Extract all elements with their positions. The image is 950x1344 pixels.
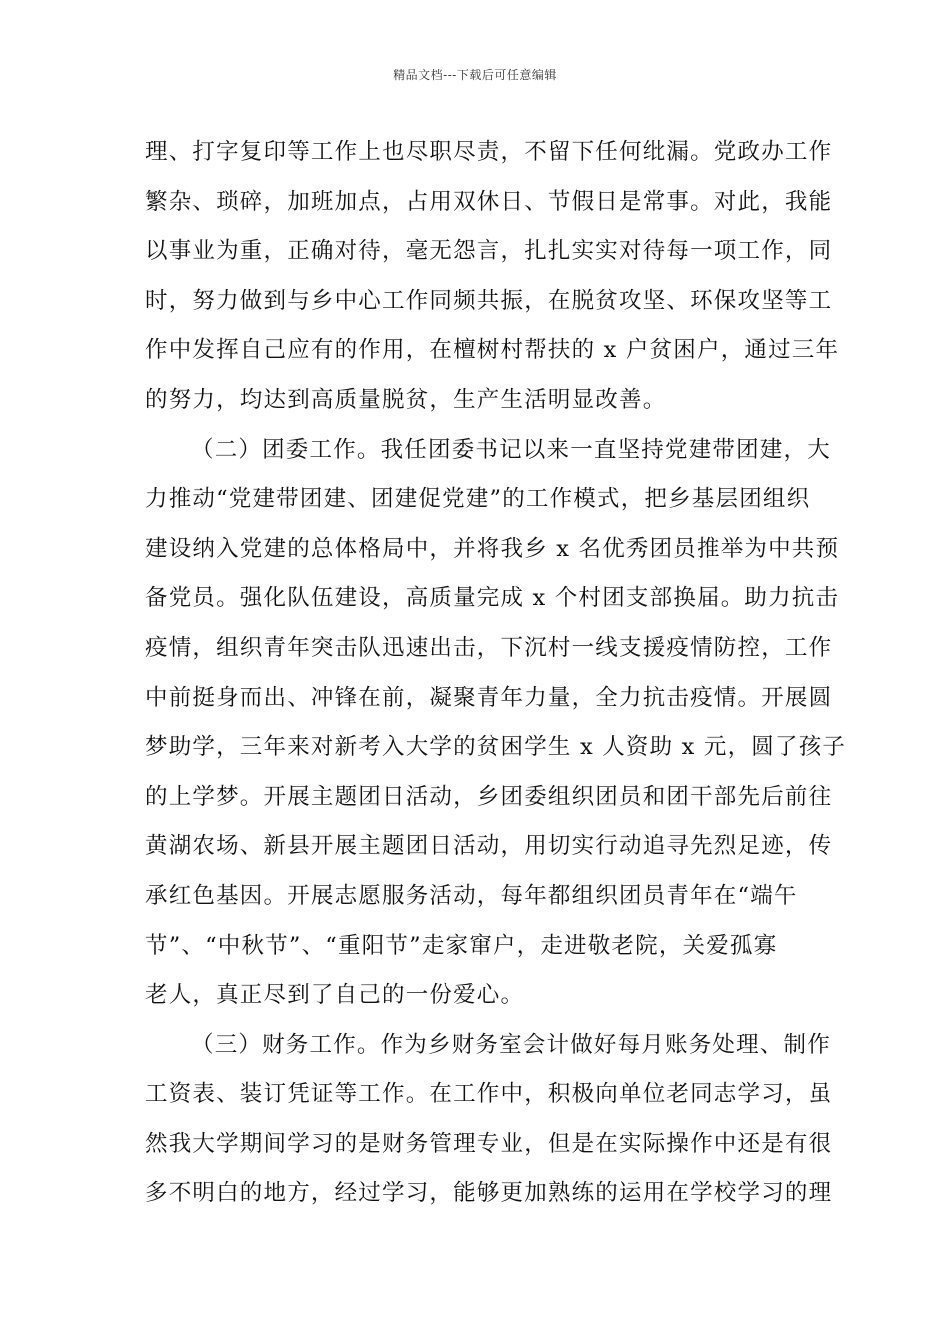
paragraph-1 [145, 128, 840, 426]
text-line: 工资表、装订凭证等工作。在工作中，积极向单位老同志学习，虽 [145, 1081, 833, 1108]
text-line: 建设纳入党建的总体格局中，并将我乡 x 名优秀团员推举为中共预 [145, 535, 840, 562]
text-line: 繁杂、琐碎，加班加点，占用双休日、节假日是常事。对此，我能 [145, 188, 833, 215]
text-line: 以事业为重，正确对待，毫无怨言，扎扎实实对待每一项工作，同 [145, 238, 833, 265]
text-line: 理、打字复印等工作上也尽职尽责，不留下任何纰漏。党政办工作 [145, 139, 833, 165]
text-line: 备党员。强化队伍建设，高质量完成 x 个村团支部换届。助力抗击 [145, 585, 840, 612]
text-line: 疫情，组织青年突击队迅速出击，下沉村一线支援疫情防控，工作 [145, 634, 833, 661]
text-line: 中前挺身而出、冲锋在前，凝聚青年力量，全力抗击疫情。开展圆 [145, 684, 833, 711]
document-body [145, 128, 847, 1219]
text-line: 的上学梦。开展主题团日活动，乡团委组织团员和团干部先后前往 [145, 783, 833, 810]
text-line: 多不明白的地方，经过学习，能够更加熟练的运用在学校学习的理 [145, 1180, 833, 1207]
text-line: 的努力，均达到高质量脱贫，生产生活明显改善。 [145, 386, 667, 413]
text-line: 作中发挥自己应有的作用，在檀树村帮扶的 x 户贫困户，通过三年 [145, 337, 840, 364]
text-line: 然我大学期间学习的是财务管理专业，但是在实际操作中还是有很 [145, 1130, 833, 1157]
text-line: （三）财务工作。作为乡财务室会计做好每月账务处理、制作 [191, 1031, 831, 1058]
paragraph-3 [145, 1021, 833, 1219]
text-line: 节”、“中秋节”、“重阳节”走家窜户，走进敬老院，关爱孤寡 [145, 932, 778, 959]
page-header: 精品文档---下载后可任意编辑 [393, 68, 557, 82]
text-line: 时，努力做到与乡中心工作同频共振，在脱贫攻坚、环保攻坚等工 [145, 287, 833, 314]
text-line: （二）团委工作。我任团委书记以来一直坚持党建带团建，大 [191, 436, 831, 463]
paragraph-2 [145, 426, 847, 1021]
text-line: 承红色基因。开展志愿服务活动，每年都组织团员青年在“端午 [145, 882, 798, 909]
text-line: 力推动“党建带团建、团建促党建”的工作模式，把乡基层团组织 [145, 486, 811, 513]
text-line: 黄湖农场、新县开展主题团日活动，用切实行动追寻先烈足迹，传 [145, 833, 833, 860]
text-line: 梦助学，三年来对新考入大学的贫困学生 x 人资助 x 元，圆了孩子 [145, 734, 847, 761]
text-line: 老人，真正尽到了自己的一份爱心。 [145, 982, 525, 1009]
